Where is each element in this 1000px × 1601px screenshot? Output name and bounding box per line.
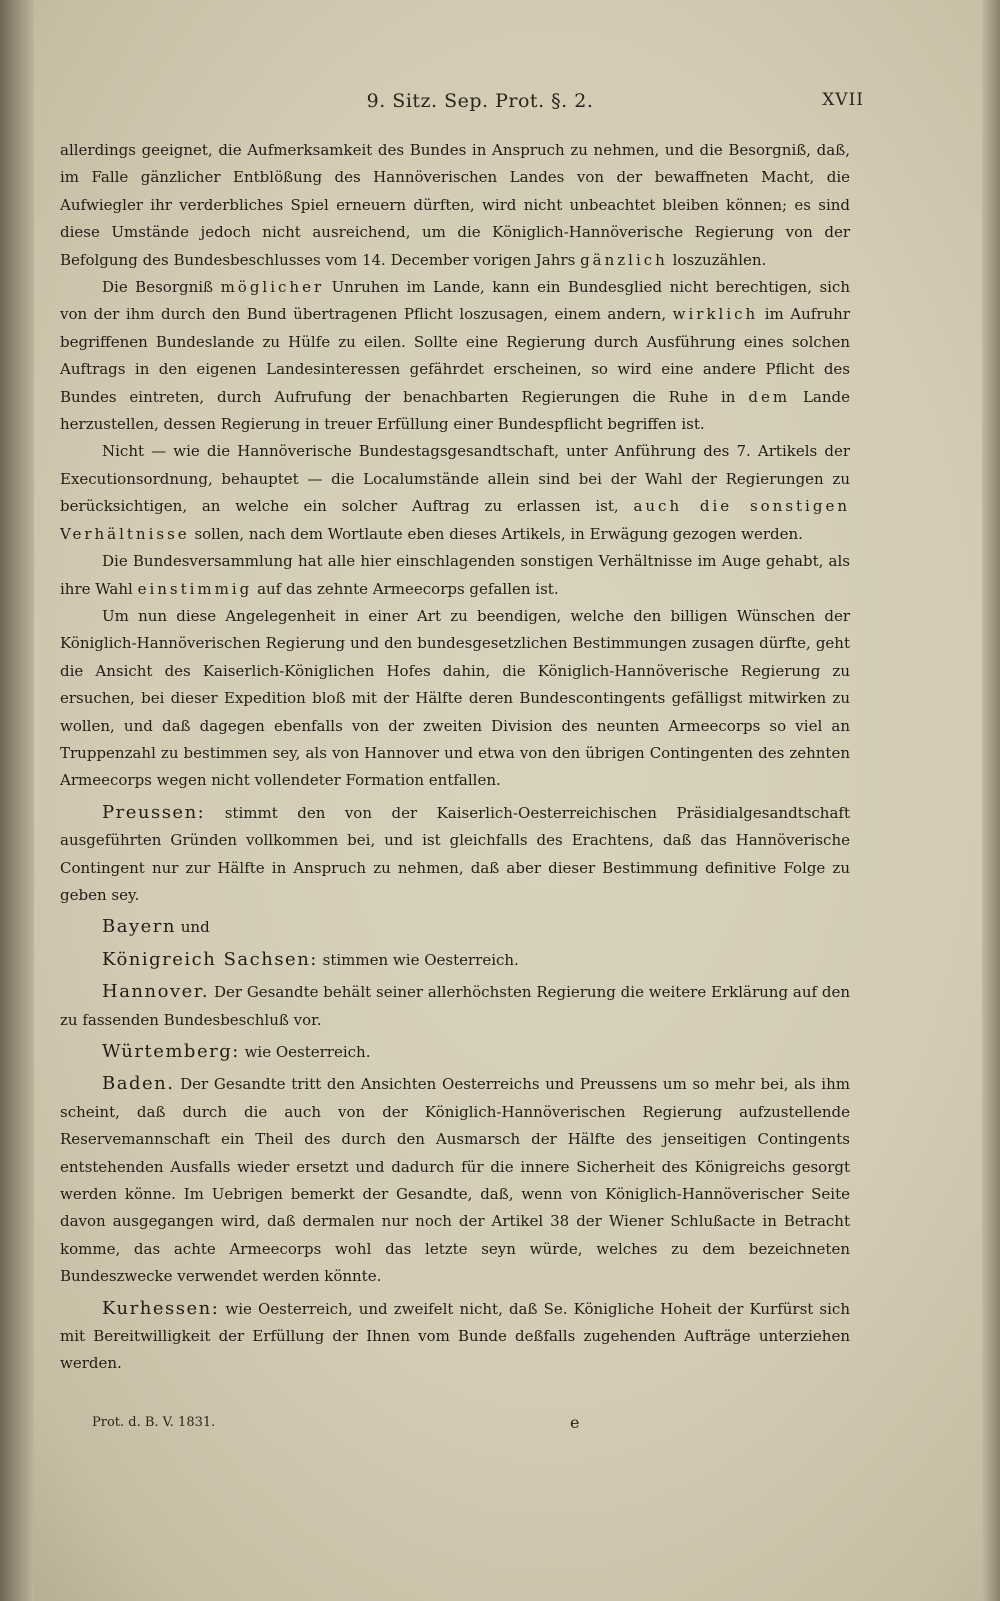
state-name: Kurhessen: <box>102 1297 220 1319</box>
emphasis: dem <box>748 387 791 406</box>
paragraph-4: Die Bundesversammlung hat alle hier einschlagenden sonstigen Verhältnisse im Auge gehabt, als ihre Wahl einstimmig auf das zehnte Armeecorps gefallen ist. <box>60 552 850 598</box>
emphasis: gänzlich <box>580 250 668 269</box>
signature-mark: e <box>570 1413 580 1432</box>
vote-preussen: Preussen: stimmt den von der Kaiserlich-Oesterreichischen Präsidialgesandtschaft ausgeführten Gründen vollkommen bei, und ist gleichfalls des Erachtens, daß das Hannöverische Contingent nur zur Hälfte in Anspruch zu nehmen, daß aber dieser Bestimmung definitive Folge zu geben sey. <box>60 801 850 904</box>
body-text <box>60 137 850 1378</box>
vote-bayern: Bayern und <box>102 916 210 938</box>
page-right-edge <box>982 0 1000 1601</box>
state-name: Würtemberg: <box>102 1041 240 1062</box>
vote-kurhessen: Kurhessen: wie Oesterreich, und zweifelt nicht, daß Se. Königliche Hoheit der Kurfürst sich mit Bereitwilligkeit der Erfüllung der Ihnen vom Bunde deßfalls zugehenden Aufträge unterziehen werden. <box>60 1297 850 1373</box>
vote-baden: Baden. Der Gesandte tritt den Ansichten Oesterreichs und Preussens um so mehr bei, als ihm scheint, daß durch die auch von der Königlich-Hannöverischen Regierung aufzustellende Reservemannschaft ein Theil des durch den Ausmarsch der Hälfte des jenseitigen Contingents entstehenden Ausfalls wieder ersetzt und dadurch für die innere Sicherheit des Königreichs gesorgt werden könne. Im Uebrigen bemerkt der Gesandte, daß, wenn von Königlich-Hannöverischer Seite davon ausgegangen wird, daß dermalen nur noch der Artikel 38 der Wiener Schlußacte in Betracht komme, das achte Armeecorps wohl das letzte seyn würde, welches zu dem bezeichneten Bundeszwecke verwendet werden könnte. <box>60 1073 850 1286</box>
state-name: Königreich Sachsen: <box>102 948 318 970</box>
vote-wuertemberg: Würtemberg: wie Oesterreich. <box>102 1041 371 1062</box>
page-header <box>96 90 864 120</box>
paragraph-5: Um nun diese Angelegenheit in einer Art zu beendigen, welche den billigen Wünschen der Königlich-Hannöverischen Regierung und den bundesgesetzlichen Bestimmungen zusagen dürfte, geht die Ansicht des Kaiserlich-Königlichen Hofes dahin, die Königlich-Hannöverische Regierung zu ersuchen, bei dieser Expedition bloß mit der Hälfte deren Bundescontingents gefälligst mitwirken zu wollen, und daß dagegen ebenfalls von der zweiten Division des neunten Armeecorps so viel an Truppenzahl zu bestimmen sey, als von Hannover und etwa von den übrigen Contingenten des zehnten Armeecorps wegen nicht vollendeter Formation entfallen. <box>60 606 850 790</box>
page-number: XVII <box>822 90 864 110</box>
page-left-shadow <box>0 0 34 1601</box>
emphasis: wirklich <box>672 305 759 324</box>
page-footer <box>92 1415 612 1439</box>
state-name: Hannover. <box>102 981 210 1003</box>
emphasis: einstimmig <box>137 579 253 598</box>
state-name: Preussen: <box>102 801 206 823</box>
paragraph-3: Nicht — wie die Hannöverische Bundestagsgesandtschaft, unter Anführung des 7. Artikels der Executionsordnung, behauptet — die Localumstände allein sind bei der Wahl der Regierungen zu berücksichtigen, an welche ein solcher Auftrag zu erlassen ist, auch die sonstigen Verhältnisse sollen, nach dem Wortlaute eben dieses Artikels, in Erwägung gezogen werden. <box>60 442 850 543</box>
emphasis: möglicher <box>220 278 325 297</box>
state-name: Bayern <box>102 916 176 938</box>
paragraph-2: Die Besorgniß möglicher Unruhen im Lande, kann ein Bundesglied nicht berechtigen, sich von der ihm durch den Bund übertragenen Pflicht loszusagen, einem andern, wirklich im Aufruhr begriffenen Bundeslande zu Hülfe zu eilen. Sollte eine Regierung durch Ausführung eines solchen Auftrags in den eigenen Landesinteressen gefährdet erscheinen, so wird eine andere Pflicht des Bundes eintreten, durch Aufrufung der benachbarten Regierungen die Ruhe in dem Lande herzustellen, dessen Regierung in treuer Erfüllung einer Bundespflicht begriffen ist. <box>60 278 850 434</box>
running-head: 9. Sitz. Sep. Prot. §. 2. <box>366 90 594 112</box>
paragraph-1: allerdings geeignet, die Aufmerksamkeit des Bundes in Anspruch zu nehmen, und die Besorgniß, daß, im Falle gänzlicher Entblößung des Hannöverischen Landes von der bewaffneten Macht, die Aufwiegler ihr verderbliches Spiel erneuern dürften, wird nicht unbeachtet bleiben können; es sind diese Umstände jedoch nicht ausreichend, um die Königlich-Hannöverische Regierung von der Befolgung des Bundesbeschlusses vom 14. December vorigen Jahrs gänzlich loszuzählen. <box>60 141 850 269</box>
emphasis: auch die sonstigen Verhältnisse <box>60 497 850 543</box>
state-name: Baden. <box>102 1073 175 1095</box>
vote-hannover: Hannover. Der Gesandte behält seiner allerhöchsten Regierung die weitere Erklärung auf den zu fassenden Bundesbeschluß vor. <box>60 981 850 1029</box>
imprint: Prot. d. B. V. 1831. <box>92 1415 216 1430</box>
vote-sachsen: Königreich Sachsen: stimmen wie Oesterreich. <box>102 948 519 970</box>
